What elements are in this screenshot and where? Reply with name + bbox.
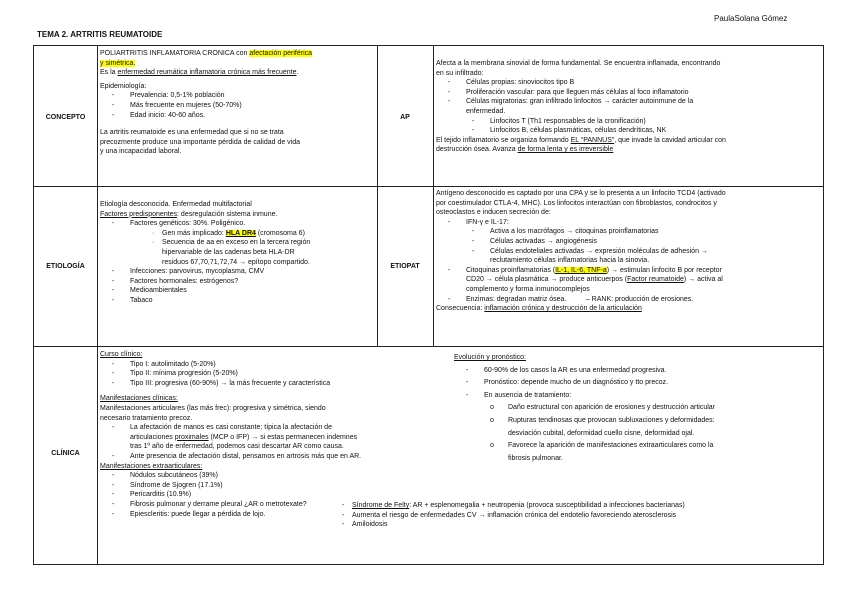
clinica-text: Curso clínico: - Tipo I: autolimitado (5-20%) - Tipo II: mínima progresión (5-20%) - Tipo III: progresiva (60-90%) → la más frecuente y característica Manifestaciones clínicas: Manifestaciones articulares (las más frec): progresiva y simétrica, siendo necesario tratamiento precoz. - La afectación de manos es casi constante: típica la afectación de articulaciones proximales (MCP o IFP) → si estas permanecen indemnes tras 1º año de enfermedad, podemos casi descartar AR como causa. - Ante presencia de afectación distal, pensamos en artrosis más que en AR. Manifestaciones extraarticulares: - Nódulos subcutáneos (39%) - Síndrome de Sjogren (17.1%) - Pericarditis (10.9%) - Fibrosis pulmonar y derrame pleural ¿AR o metrotexate? - Epiescleritis: puede llegar a pérdida de lojo. [100, 351, 362, 518]
content-table [33, 45, 824, 565]
concepto-text: POLIARTRITIS INFLAMATORIA CRÓNICA con afectación periférica y simétrica. Es la enfermedad reumática inflamatoria crónica más frecuente. Epidemiología: - Prevalencia: 0,5-1% población - Más frecuente en mujeres (50-70%) - Edad inicio: 40-60 años. La artritis reumatoide es una enfermedad que si no se trata precozmente produce una importante pérdida de calidad de vida y una incapacidad laboral. [100, 50, 313, 156]
row-label-concepto: CONCEPTO [45, 114, 86, 121]
column-divider [97, 46, 98, 346]
column-divider [433, 46, 434, 346]
row-label-etiopat: ETIOPAT [390, 263, 420, 270]
etiopatogenia-text: Antígeno desconocido es captado por una CPA y se lo presenta a un linfocito TCD4 (activado por coestimulador CTLA-4, MHC). Los linfocitos interactúan con fibroblastos, condrocitos y osteoclastos e inducen secreción de: - IFN-γ e IL-17: - Activa a los macrófagos → citoquinas proinflamatorias - Células activadas → angiogénesis - Células endoteliales activadas → expresión moléculas de adhesión → reclutamiento células inflamatorias hacia la sinovia. - Citoquinas proinflamatorias (IL-1, IL-6, TNF-a) → estimulan linfocito B por receptor CD20 → célula plasmática → produce anticuerpos (Factor reumatoide) → activa al complemento y forma inmunocomplejos - Enzimas: degradan matriz ósea. – RANK: producción de erosiones. Consecuencia: inflamación crónica y destrucción de la articulación [436, 190, 726, 313]
author-name: PaulaSolana Gómez [714, 14, 788, 23]
row-divider [34, 186, 823, 187]
evolucion-pronostico-text: Evolución y pronóstico: - 60-90% de los casos la AR es una enfermedad progresiva. - Pronóstico: depende mucho de un diagnóstico y tto precoz. - En ausencia de tratamiento: o Daño estructural con aparición de erosiones y destrucción articular o Rupturas tendinosas que provocan subluxaciones y deformidades: desviación cubital, deformidad cuello cisne, deformidad ojal. o Favorece la aparición de manifestaciones extraarticulares como la fibrosis pulmonar. [454, 354, 715, 462]
clinica-extraarticulares-extra: - Síndrome de Felty: AR + esplenomegalia + neutropenia (provoca susceptibilidad a infecciones bacterianas) - Aumenta el riesgo de enfermedades CV → inflamación crónica del endotelio favoreciendo aterosclerosis - Amiloidosis [342, 502, 685, 529]
anatomia-patologica-text: Afecta a la membrana sinovial de forma fundamental. Se encuentra inflamada, encontrando en su infiltrado: - Células propias: sinoviocitos tipo B - Proliferación vascular: para que lleguen más células al foco inflamatorio - Células migratorias: gran infiltrado linfocitos → carácter autoinmune de la enfermedad. - Linfocitos T (Th1 responsables de la cronificación) - Linfocitos B, células plasmáticas, células dendríticas, NK El tejido inflamatorio se organiza formando EL “PANNUS”, que invade la cavidad articular con destrucción ósea. Avanza de forma lenta y es irreversible [436, 60, 726, 154]
column-divider [377, 46, 378, 346]
row-divider [34, 346, 823, 347]
row-label-clinica: CLÍNICA [51, 450, 80, 457]
column-divider [97, 346, 98, 564]
etiologia-text: Etiología desconocida. Enfermedad multifactorial Factores predisponentes: desregulación sistema inmune. - Factores genéticos: 30%. Poligénico. · Gen más implicado: HLA DR4 (cromosoma 6) · Secuencia de aa en exceso en la tercera región hipervariable de las cadenas beta HLA-DR residuos 67,70,71,72,74 → epítopo compartido. - Infecciones: parvovirus, mycoplasma, CMV - Factores hormonales: estrógenos? - Medioambientales - Tabaco [100, 201, 311, 304]
row-label-ap: AP [400, 114, 410, 121]
document-title: TEMA 2. ARTRITIS REUMATOIDE [37, 30, 163, 39]
row-label-etiologia: ETIOLOGÍA [46, 263, 85, 270]
